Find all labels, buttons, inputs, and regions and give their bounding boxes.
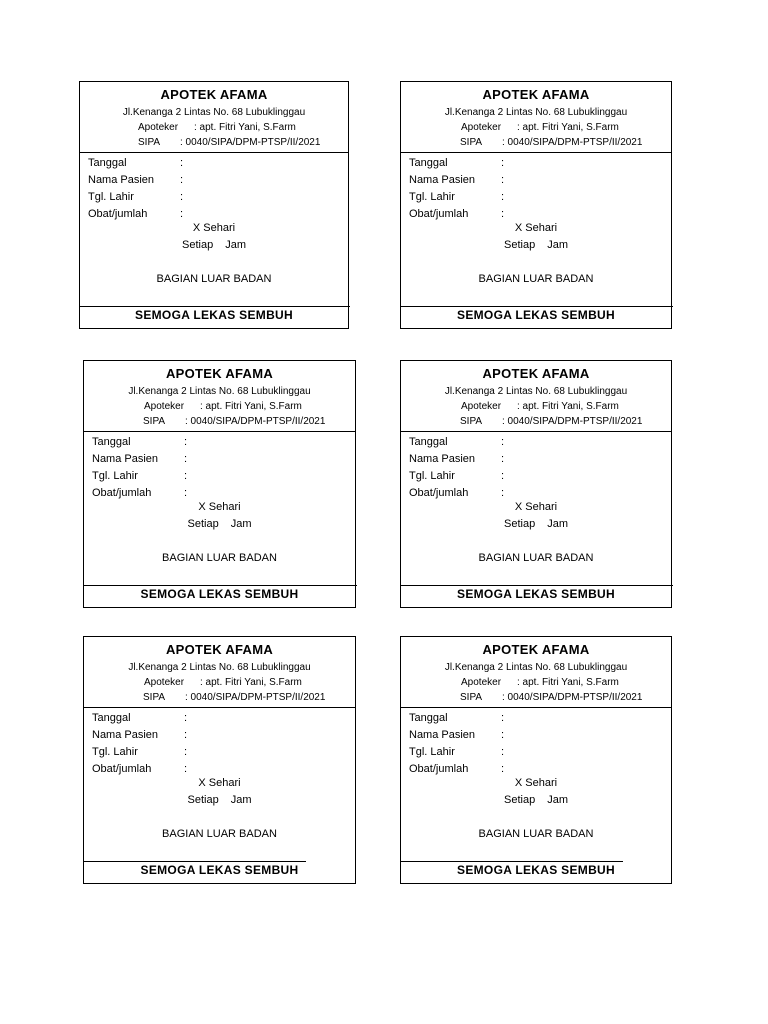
medicine-label — [83, 636, 356, 884]
dose-interval — [401, 794, 671, 806]
field-colon: : — [184, 436, 188, 448]
apoteker-row — [144, 677, 302, 688]
apoteker-row — [461, 677, 619, 688]
field-label: Obat/jumlah — [88, 208, 148, 220]
label-header — [401, 82, 671, 153]
field-label: Nama Pasien — [92, 453, 159, 465]
field-tgl-lahir[interactable] — [409, 189, 504, 206]
sipa-value: : 0040/SIPA/DPM-PTSP/II/2021 — [502, 416, 643, 427]
footer-message: SEMOGA LEKAS SEMBUH — [457, 863, 615, 877]
field-colon: : — [184, 746, 188, 758]
pharmacy-title: APOTEK AFAMA — [482, 87, 590, 102]
dose-interval — [401, 239, 671, 251]
field-label: Obat/jumlah — [409, 208, 469, 220]
setiap-text: Setiap — [504, 794, 536, 806]
patient-fields — [409, 434, 504, 502]
label-header — [84, 637, 355, 708]
field-obat-jumlah[interactable] — [92, 485, 187, 502]
field-label: Tanggal — [409, 436, 448, 448]
setiap-text: Setiap — [504, 518, 536, 530]
field-label: Nama Pasien — [92, 729, 159, 741]
field-label: Tanggal — [409, 157, 448, 169]
field-colon: : — [184, 453, 188, 465]
sipa-label: SIPA — [460, 692, 483, 703]
jam-text: Jam — [547, 518, 568, 530]
footer-divider — [84, 585, 357, 586]
field-colon: : — [180, 208, 184, 220]
footer-message: SEMOGA LEKAS SEMBUH — [135, 308, 293, 322]
field-colon: : — [501, 729, 505, 741]
field-label: Tgl. Lahir — [88, 191, 134, 203]
apoteker-value: : apt. Fitri Yani, S.Farm — [200, 401, 302, 412]
field-colon: : — [501, 436, 505, 448]
patient-fields — [92, 434, 187, 502]
field-tgl-lahir[interactable] — [88, 189, 183, 206]
field-tgl-lahir[interactable] — [92, 468, 187, 485]
field-nama-pasien[interactable] — [92, 727, 187, 744]
field-label: Nama Pasien — [88, 174, 155, 186]
apoteker-row — [461, 401, 619, 412]
apoteker-value: : apt. Fitri Yani, S.Farm — [517, 122, 619, 133]
field-tanggal[interactable] — [409, 434, 504, 451]
field-label: Tanggal — [409, 712, 448, 724]
field-tanggal[interactable] — [92, 710, 187, 727]
field-obat-jumlah[interactable] — [409, 206, 504, 223]
apoteker-label: Apoteker — [461, 677, 502, 688]
footer-divider — [80, 306, 350, 307]
medicine-label — [400, 81, 672, 329]
field-label: Tgl. Lahir — [92, 746, 138, 758]
field-tgl-lahir[interactable] — [409, 744, 504, 761]
setiap-text: Setiap — [182, 239, 214, 251]
patient-fields — [409, 710, 504, 778]
dose-interval — [84, 794, 355, 806]
setiap-text: Setiap — [504, 239, 536, 251]
dose-per-day: X Sehari — [192, 222, 236, 234]
field-label: Obat/jumlah — [409, 763, 469, 775]
dose-per-day: X Sehari — [514, 222, 558, 234]
footer-divider — [401, 861, 623, 862]
usage-instruction: BAGIAN LUAR BADAN — [478, 828, 594, 840]
field-tanggal[interactable] — [409, 710, 504, 727]
jam-text: Jam — [230, 794, 252, 806]
sipa-label: SIPA — [143, 692, 166, 703]
apoteker-label: Apoteker — [461, 401, 502, 412]
field-label: Obat/jumlah — [409, 487, 469, 499]
jam-text: Jam — [547, 794, 568, 806]
medicine-label — [79, 81, 349, 329]
field-label: Obat/jumlah — [92, 487, 152, 499]
pharmacy-title: APOTEK AFAMA — [165, 366, 274, 381]
label-header — [401, 361, 671, 432]
footer-message: SEMOGA LEKAS SEMBUH — [140, 587, 299, 601]
field-nama-pasien[interactable] — [409, 172, 504, 189]
field-label: Tgl. Lahir — [409, 191, 455, 203]
usage-instruction: BAGIAN LUAR BADAN — [478, 552, 594, 564]
sipa-value: : 0040/SIPA/DPM-PTSP/II/2021 — [185, 692, 326, 703]
sipa-row — [129, 692, 325, 703]
sipa-value: : 0040/SIPA/DPM-PTSP/II/2021 — [185, 416, 326, 427]
apoteker-label: Apoteker — [144, 677, 185, 688]
footer-divider — [401, 585, 673, 586]
sipa-label: SIPA — [143, 416, 166, 427]
sipa-label: SIPA — [460, 416, 483, 427]
pharmacy-address: Jl.Kenanga 2 Lintas No. 68 Lubuklinggau — [128, 386, 311, 397]
apoteker-row — [461, 122, 619, 133]
field-colon: : — [180, 157, 184, 169]
field-colon: : — [501, 208, 505, 220]
field-colon: : — [184, 487, 188, 499]
dose-per-day: X Sehari — [514, 501, 558, 513]
patient-fields — [88, 155, 183, 223]
sipa-label: SIPA — [460, 137, 483, 148]
field-nama-pasien[interactable] — [92, 451, 187, 468]
field-tanggal[interactable] — [88, 155, 183, 172]
field-label: Nama Pasien — [409, 174, 476, 186]
field-obat-jumlah[interactable] — [409, 485, 504, 502]
dose-per-day: X Sehari — [198, 501, 241, 513]
pharmacy-address: Jl.Kenanga 2 Lintas No. 68 Lubuklinggau — [444, 386, 628, 397]
sipa-row — [446, 137, 642, 148]
patient-fields — [409, 155, 504, 223]
field-colon: : — [501, 174, 505, 186]
field-label: Nama Pasien — [409, 729, 476, 741]
field-obat-jumlah[interactable] — [88, 206, 183, 223]
field-label: Tgl. Lahir — [409, 470, 455, 482]
jam-text: Jam — [230, 518, 252, 530]
field-colon: : — [501, 746, 505, 758]
field-nama-pasien[interactable] — [88, 172, 183, 189]
jam-text: Jam — [225, 239, 246, 251]
field-label: Tanggal — [92, 436, 131, 448]
sipa-row — [129, 416, 325, 427]
field-label: Obat/jumlah — [92, 763, 152, 775]
footer-divider — [401, 306, 673, 307]
apoteker-row — [138, 122, 296, 133]
dose-interval — [84, 518, 355, 530]
pharmacy-address: Jl.Kenanga 2 Lintas No. 68 Lubuklinggau — [128, 662, 311, 673]
medicine-label — [400, 636, 672, 884]
apoteker-value: : apt. Fitri Yani, S.Farm — [517, 401, 619, 412]
pharmacy-address: Jl.Kenanga 2 Lintas No. 68 Lubuklinggau — [122, 107, 306, 118]
medicine-label — [400, 360, 672, 608]
dose-per-day: X Sehari — [198, 777, 241, 789]
field-tgl-lahir[interactable] — [409, 468, 504, 485]
field-colon: : — [184, 763, 188, 775]
sipa-value: : 0040/SIPA/DPM-PTSP/II/2021 — [502, 137, 643, 148]
field-label: Tgl. Lahir — [92, 470, 138, 482]
field-label: Tanggal — [92, 712, 131, 724]
pharmacy-title: APOTEK AFAMA — [160, 87, 268, 102]
apoteker-label: Apoteker — [144, 401, 185, 412]
apoteker-value: : apt. Fitri Yani, S.Farm — [200, 677, 302, 688]
field-colon: : — [184, 729, 188, 741]
usage-instruction: BAGIAN LUAR BADAN — [162, 552, 277, 564]
pharmacy-title: APOTEK AFAMA — [165, 642, 274, 657]
apoteker-row — [144, 401, 302, 412]
footer-message: SEMOGA LEKAS SEMBUH — [457, 308, 615, 322]
apoteker-label: Apoteker — [461, 122, 502, 133]
field-colon: : — [184, 712, 188, 724]
field-nama-pasien[interactable] — [409, 727, 504, 744]
label-header — [80, 82, 348, 153]
label-header — [401, 637, 671, 708]
footer-divider — [84, 861, 306, 862]
dose-per-day: X Sehari — [514, 777, 558, 789]
field-label: Tanggal — [88, 157, 127, 169]
field-colon: : — [501, 470, 505, 482]
field-colon: : — [501, 763, 505, 775]
patient-fields — [92, 710, 187, 778]
sipa-row — [446, 416, 642, 427]
apoteker-value: : apt. Fitri Yani, S.Farm — [517, 677, 619, 688]
jam-text: Jam — [547, 239, 568, 251]
field-colon: : — [501, 453, 505, 465]
field-tanggal[interactable] — [409, 155, 504, 172]
label-header — [84, 361, 355, 432]
field-colon: : — [501, 487, 505, 499]
field-label: Nama Pasien — [409, 453, 476, 465]
apoteker-label: Apoteker — [138, 122, 179, 133]
usage-instruction: BAGIAN LUAR BADAN — [162, 828, 277, 840]
field-obat-jumlah[interactable] — [92, 761, 187, 778]
field-nama-pasien[interactable] — [409, 451, 504, 468]
field-colon: : — [501, 157, 505, 169]
field-colon: : — [180, 191, 184, 203]
field-colon: : — [501, 712, 505, 724]
field-label: Tgl. Lahir — [409, 746, 455, 758]
field-obat-jumlah[interactable] — [409, 761, 504, 778]
usage-instruction: BAGIAN LUAR BADAN — [156, 273, 272, 285]
dose-interval — [401, 518, 671, 530]
field-tgl-lahir[interactable] — [92, 744, 187, 761]
setiap-text: Setiap — [187, 518, 219, 530]
usage-instruction: BAGIAN LUAR BADAN — [478, 273, 594, 285]
medicine-label — [83, 360, 356, 608]
setiap-text: Setiap — [187, 794, 219, 806]
sipa-row — [124, 137, 320, 148]
pharmacy-title: APOTEK AFAMA — [482, 366, 590, 381]
field-tanggal[interactable] — [92, 434, 187, 451]
field-colon: : — [180, 174, 184, 186]
apoteker-value: : apt. Fitri Yani, S.Farm — [194, 122, 296, 133]
sipa-label: SIPA — [138, 137, 161, 148]
field-colon: : — [501, 191, 505, 203]
field-colon: : — [184, 470, 188, 482]
sipa-value: : 0040/SIPA/DPM-PTSP/II/2021 — [502, 692, 643, 703]
dose-interval — [80, 239, 348, 251]
sipa-row — [446, 692, 642, 703]
footer-message: SEMOGA LEKAS SEMBUH — [457, 587, 615, 601]
pharmacy-address: Jl.Kenanga 2 Lintas No. 68 Lubuklinggau — [444, 107, 628, 118]
pharmacy-address: Jl.Kenanga 2 Lintas No. 68 Lubuklinggau — [444, 662, 628, 673]
footer-message: SEMOGA LEKAS SEMBUH — [140, 863, 299, 877]
pharmacy-title: APOTEK AFAMA — [482, 642, 590, 657]
sipa-value: : 0040/SIPA/DPM-PTSP/II/2021 — [180, 137, 321, 148]
